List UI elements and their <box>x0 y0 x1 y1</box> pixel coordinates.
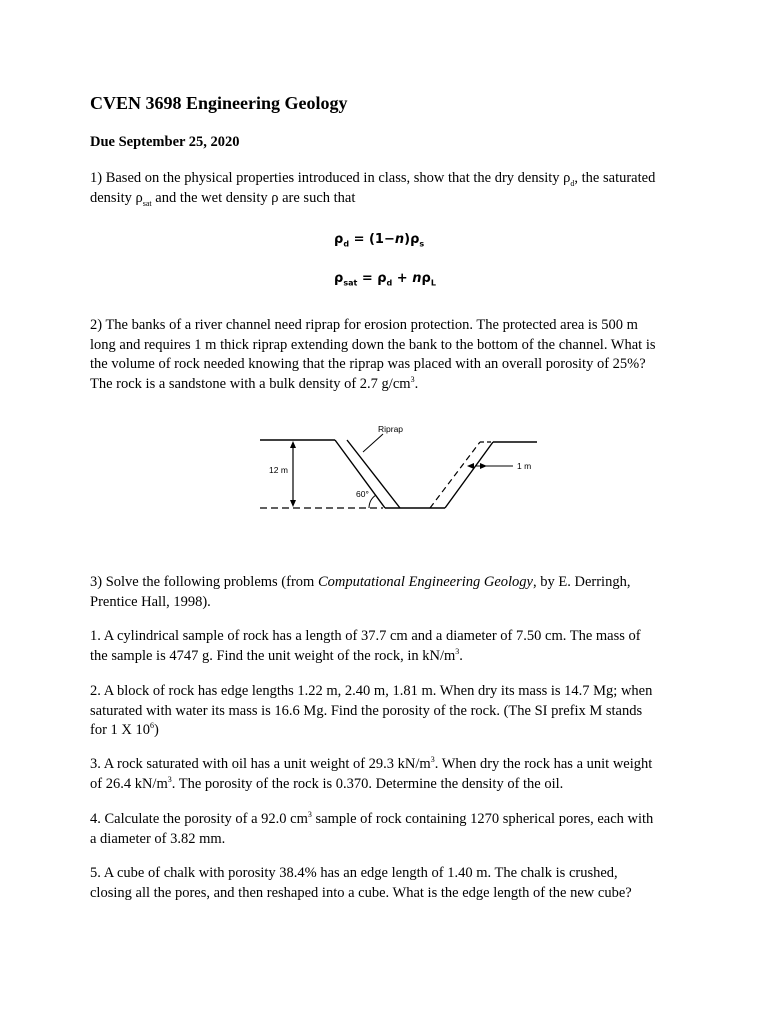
problem-1: 1. A cylindrical sample of rock has a length of 37.7 cm and a diameter of 7.50 cm. The mass of the sample is 4747 g. Find the unit weight of the rock, in $kN/m^3$. <box>90 628 641 664</box>
depth-arrow-top <box>290 441 296 448</box>
depth-label: 12 m <box>269 465 288 475</box>
problem-5: 5. A cube of chalk with porosity 38.4% has an edge length of 1.40 m. The chalk is crushed, closing all the pores, and then reshaped into a cube. What is the edge length of the new cube? <box>90 865 632 901</box>
riprap-channel-diagram <box>255 420 545 520</box>
depth-arrow-bottom <box>290 500 296 507</box>
riprap-leader-line <box>363 434 383 452</box>
thickness-label: 1 m <box>517 461 532 471</box>
right-bank-line <box>445 442 493 508</box>
document-title: CVEN 3698 Engineering Geology <box>90 93 348 113</box>
thickness-arrow-left <box>467 463 474 469</box>
thickness-arrow-right <box>480 463 487 469</box>
problem-3: 3. A rock saturated with oil has a unit weight of 29.3 $kN/m^3$. When dry the rock has a unit weight of 26.4 $kN/m^3$. The porosity of the rock is 0.370. Determine the density of the oil. <box>90 755 653 792</box>
angle-arc <box>369 495 376 508</box>
angle-label: 60° <box>356 489 369 499</box>
riprap-outer-line <box>347 440 400 508</box>
riprap-label: Riprap <box>378 424 404 434</box>
right-bank-dashed-line <box>430 442 480 508</box>
equation-dry-density: $\rho_d = (1-n)\rho_s$ <box>334 232 425 249</box>
question-1: 1) Based on the physical properties introduced in class, show that the dry density $\rho_d$, the saturated density $\rho_{sat}$ and the wet density ρ are such that <box>90 170 656 208</box>
problem-4: 4. Calculate the porosity of a 92.0 $cm^3$ sample of rock containing 1270 spherical pores, each with a diameter of 3.82 mm. <box>90 810 654 847</box>
question-3: 3) Solve the following problems (from Computational Engineering Geology, by E. Derringh, Prentice Hall, 1998). <box>90 574 631 610</box>
equation-saturated-density: $\rho_{sat} = \rho_d + n\rho_L$ <box>334 271 436 288</box>
due-date: Due September 25, 2020 <box>90 134 240 150</box>
problem-2: 2. A block of rock has edge lengths 1.22 m, 2.40 m, 1.81 m. When dry its mass is 14.7 Mg; when saturated with water its mass is 16.6 Mg. Find the porosity of the rock. (The SI prefix M stands for 1 X $10^6$) <box>90 683 653 738</box>
question-2: 2) The banks of a river channel need riprap for erosion protection. The protected area is 500 m long and requires 1 m thick riprap extending down the bank to the bottom of the channel. What is the volume of rock needed knowing that the riprap was placed with an overall porosity of 25%? The rock is a sandstone with a bulk density of 2.7 $g/cm^3$. <box>90 317 656 392</box>
